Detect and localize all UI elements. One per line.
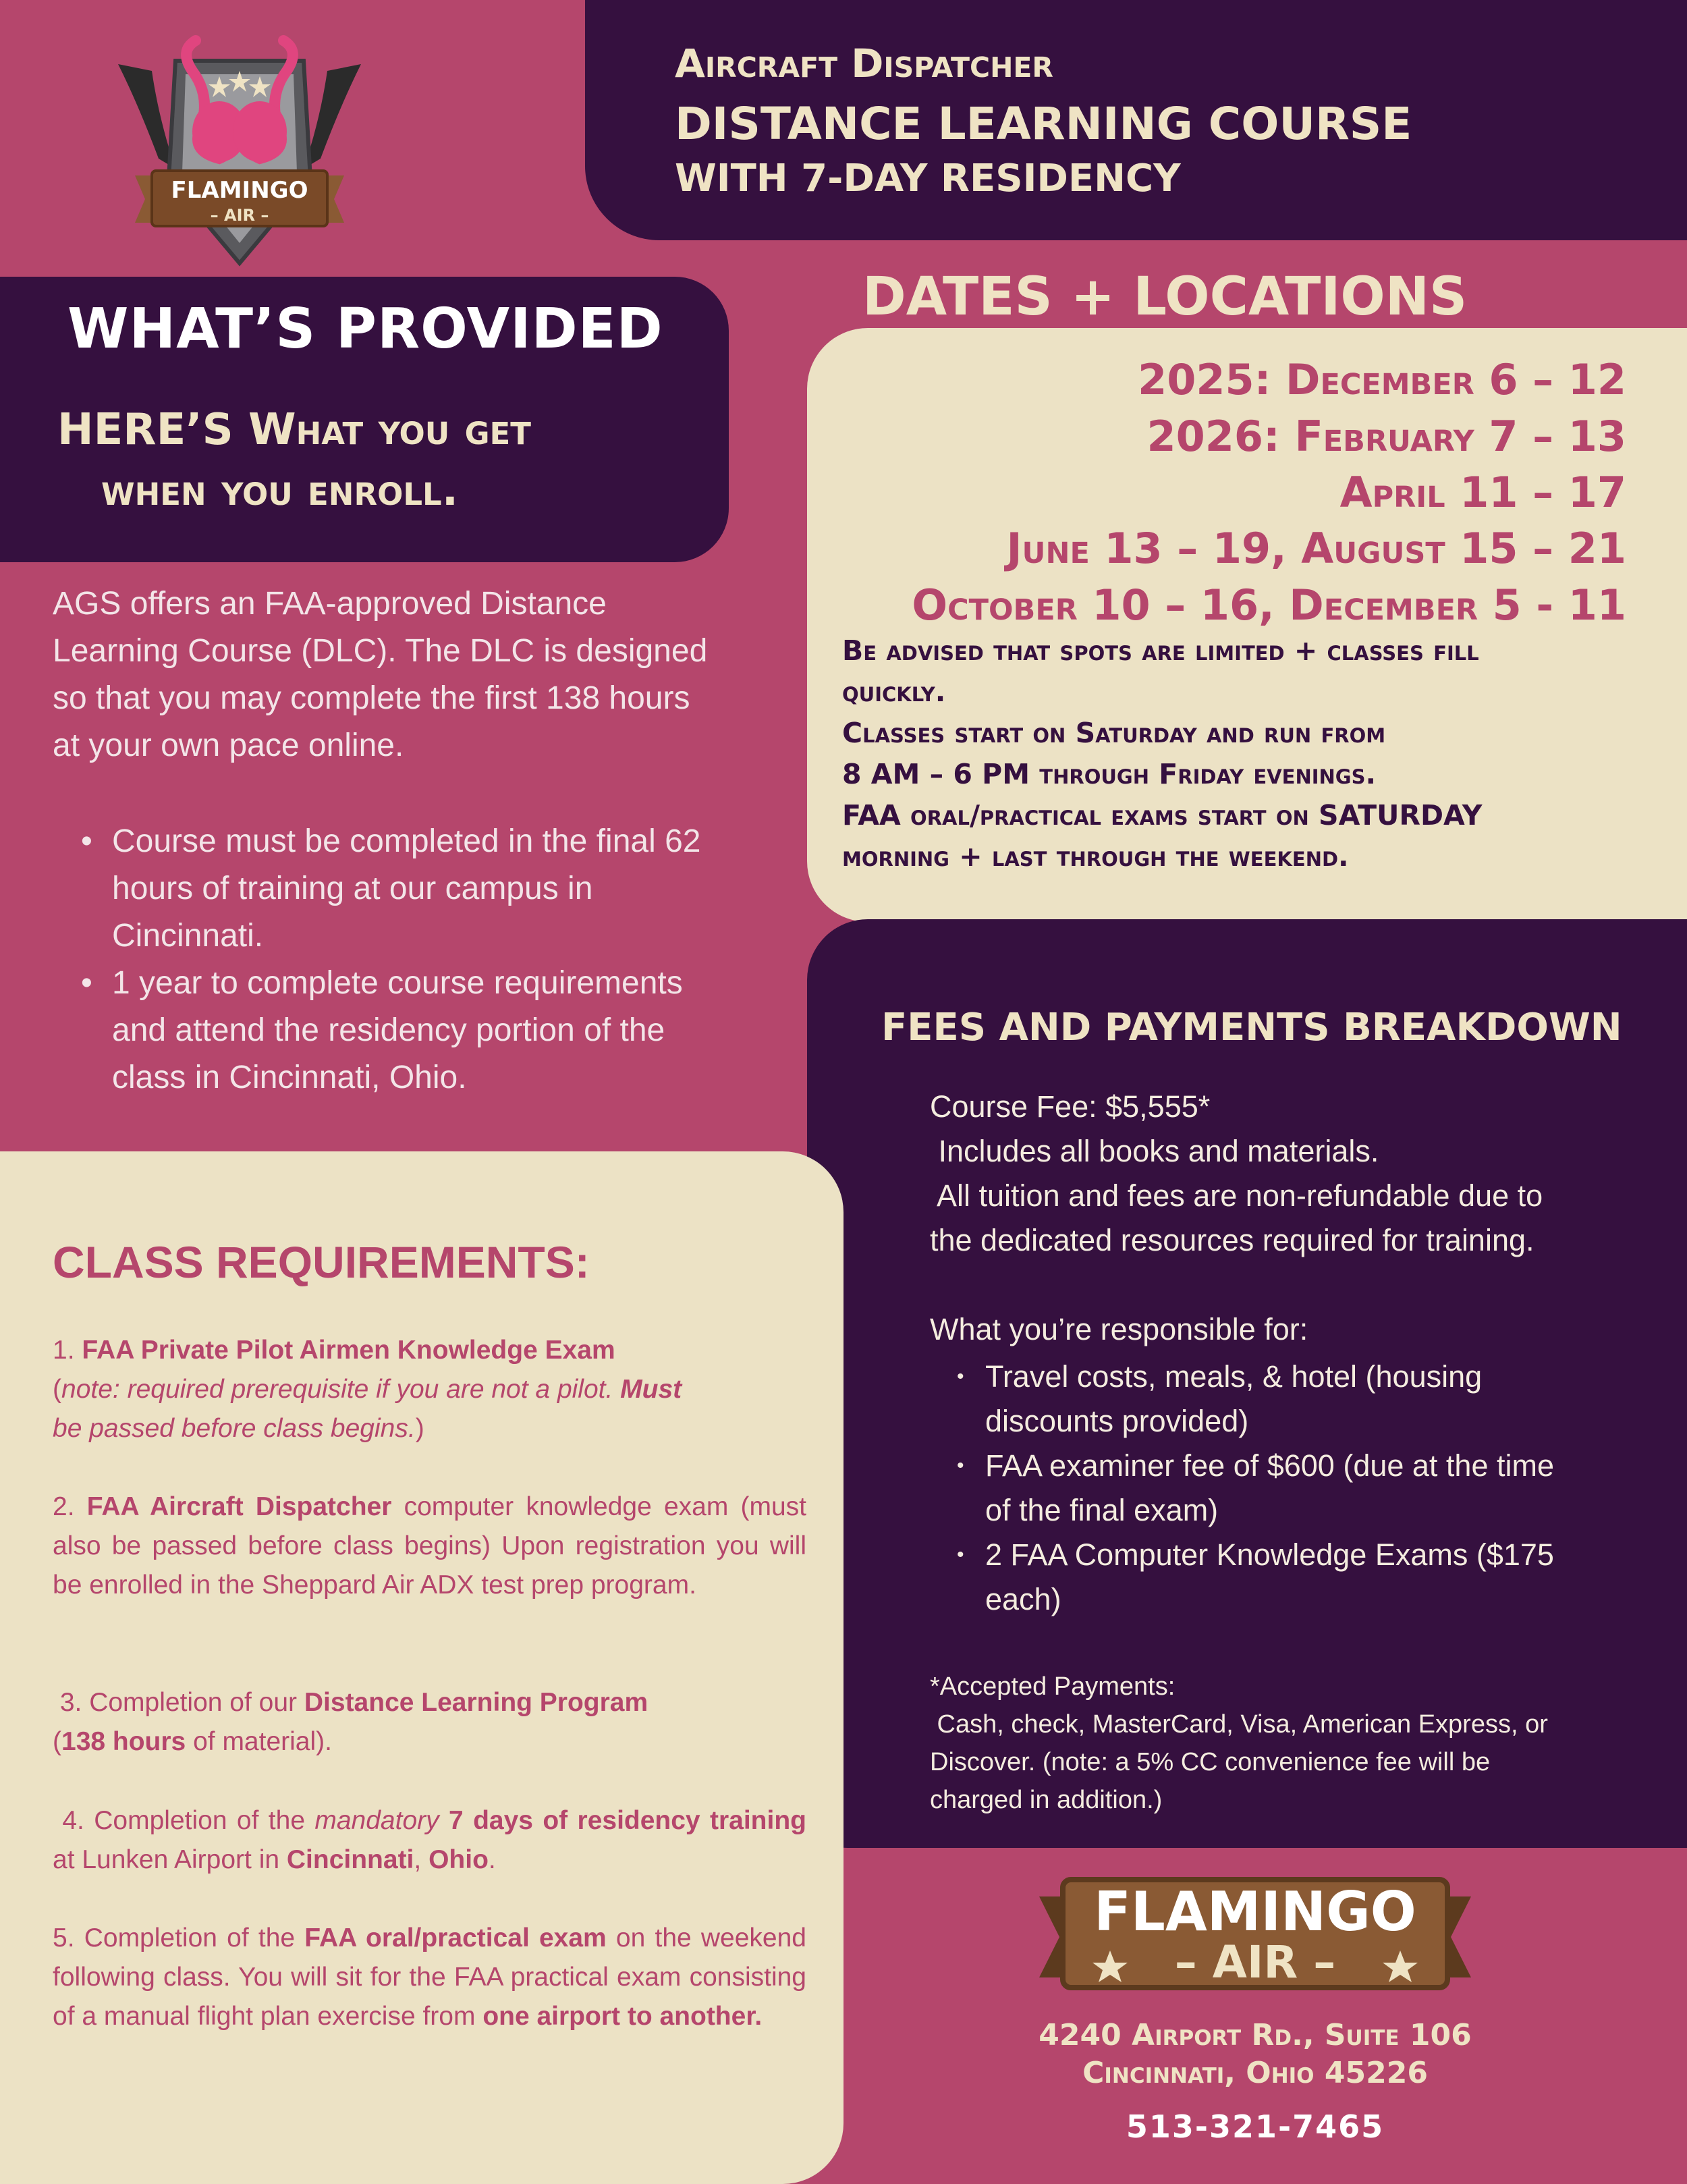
flamingo-air-banner-logo <box>1032 1869 1478 1998</box>
svg-text:– AIR –: – AIR – <box>1174 1936 1336 1988</box>
advisory-line: quickly. <box>842 676 946 708</box>
item-line: 2 FAA Computer Knowledge Exams ($175 <box>985 1537 1554 1572</box>
req-bold: FAA Aircraft Dispatcher <box>86 1492 392 1521</box>
req-note: note: required prerequisite if you are not a pilot. <box>61 1375 621 1404</box>
address-line-2: Cincinnati, Ohio 45226 <box>1082 2056 1428 2090</box>
req-bold: 7 days of residency training <box>449 1806 806 1835</box>
date-line: October 10 – 16, December 5 - 11 <box>912 580 1626 630</box>
address-line-1: 4240 Airport Rd., Suite 106 <box>1039 2018 1472 2052</box>
payments-line: *Accepted Payments: <box>930 1672 1176 1701</box>
date-line: June 13 – 19, August 15 – 21 <box>1006 524 1626 573</box>
requirements-title: CLASS REQUIREMENTS: <box>53 1237 590 1287</box>
req-text: ( <box>53 1375 61 1404</box>
bullet-line: Course must be completed in the final 62 <box>112 823 701 859</box>
fees-includes: Includes all books and materials. <box>930 1134 1379 1168</box>
item-line: each) <box>985 1582 1061 1616</box>
svg-text:FLAMINGO: FLAMINGO <box>171 177 308 204</box>
req-num: 1. <box>53 1336 82 1365</box>
req-text: of material). <box>186 1727 332 1756</box>
payments-line: charged in addition.) <box>930 1786 1163 1814</box>
req-text <box>439 1806 449 1835</box>
advisory-line: 8 AM – 6 PM through Friday evenings. <box>842 758 1377 790</box>
requirement-4 <box>53 1801 806 1880</box>
advisory-line: FAA oral/practical exams start on SATURDAY <box>842 799 1483 831</box>
req-note: mandatory <box>314 1806 439 1835</box>
svg-text:FLAMINGO: FLAMINGO <box>1094 1880 1416 1943</box>
date-line: April 11 – 17 <box>1339 468 1626 517</box>
responsible-heading: What you’re responsible for: <box>930 1312 1308 1346</box>
req-note: be passed before class begins. <box>53 1414 416 1443</box>
fees-refund: All tuition and fees are non-refundable due to <box>930 1178 1543 1213</box>
provided-subtitle-2: when you enroll. <box>101 466 459 516</box>
req-num: 2. <box>53 1492 87 1521</box>
req-bold: FAA oral/practical exam <box>304 1923 607 1953</box>
req-bold: Distance Learning Program <box>304 1688 648 1717</box>
bullet-line: and attend the residency portion of the <box>112 1012 665 1048</box>
fees-title: FEES AND PAYMENTS BREAKDOWN <box>881 1006 1622 1049</box>
responsible-item: • 2 FAA Computer Knowledge Exams ($175 each) <box>985 1533 1554 1622</box>
req-bold: FAA Private Pilot Airmen Knowledge Exam <box>82 1336 615 1365</box>
title-line-2: DISTANCE LEARNING COURSE <box>675 98 1412 150</box>
item-line: Travel costs, meals, & hotel (housing <box>985 1359 1483 1394</box>
intro-line: Learning Course (DLC). The DLC is designed <box>53 633 708 669</box>
req-text: ) <box>415 1414 424 1443</box>
responsible-item: • Travel costs, meals, & hotel (housing discounts provided) <box>985 1355 1554 1444</box>
dates-locations-title: DATES + LOCATIONS <box>862 267 1468 327</box>
svg-text:– AIR –: – AIR – <box>210 206 269 225</box>
req-bold: 138 hours <box>61 1727 186 1756</box>
fees-refund: the dedicated resources required for training. <box>930 1223 1534 1257</box>
advisory-line: Classes start on Saturday and run from <box>842 717 1386 749</box>
provided-bullets <box>81 818 701 1101</box>
responsible-list <box>957 1355 1555 1622</box>
provided-bullet: • Course must be completed in the final 62 hours of training at our campus in Cincinnati. <box>112 818 700 960</box>
req-bold: Cincinnati <box>286 1845 414 1874</box>
req-text: , <box>414 1845 429 1874</box>
req-num: 3. Completion of our <box>53 1688 304 1717</box>
provided-bullet: • 1 year to complete course requirements and attend the residency portion of the class in Cincinnati, Ohio. <box>112 960 700 1101</box>
title-line-3: WITH 7-DAY RESIDENCY <box>675 157 1181 200</box>
req-bold: one airport to another. <box>482 2002 763 2031</box>
provided-intro <box>53 580 707 769</box>
whats-provided-title: WHAT’S PROVIDED <box>67 297 663 361</box>
bullet-line: 1 year to complete course requirements <box>112 965 683 1001</box>
responsible-item: • FAA examiner fee of $600 (due at the time of the final exam) <box>985 1444 1554 1533</box>
intro-line: at your own pace online. <box>53 728 404 763</box>
req-text: on the weekend following class. You will sit for the FAA practical exam consisting of a manual flight plan exercise from <box>53 1923 807 2031</box>
advisory-line: morning + last through the weekend. <box>842 840 1349 873</box>
dates-panel <box>807 328 1687 922</box>
req-num: 5. Completion of the <box>53 1923 305 1953</box>
bullet-line: class in Cincinnati, Ohio. <box>112 1060 467 1095</box>
requirement-2 <box>53 1487 806 1605</box>
req-text: ( <box>53 1727 61 1756</box>
intro-line: so that you may complete the first 138 hours <box>53 680 690 716</box>
provided-subtitle-1: HERE’S What you get <box>57 405 531 455</box>
fees-details <box>930 1085 1543 1352</box>
req-bold: Must <box>620 1375 682 1404</box>
phone-number: 513-321-7465 <box>1126 2108 1385 2145</box>
intro-line: AGS offers an FAA-approved Distance <box>53 586 607 622</box>
date-line: 2026: February 7 – 13 <box>1146 412 1626 461</box>
item-line: discounts provided) <box>985 1404 1249 1438</box>
req-text: . <box>488 1845 496 1874</box>
requirement-3 <box>53 1683 806 1762</box>
bullet-line: Cincinnati. <box>112 918 264 954</box>
flamingo-air-logo <box>111 24 368 273</box>
payments-line: Cash, check, MasterCard, Visa, American Express, or <box>930 1710 1548 1739</box>
requirement-1 <box>53 1331 806 1448</box>
payments-line: Discover. (note: a 5% CC convenience fee will be <box>930 1748 1491 1776</box>
advisory-line: Be advised that spots are limited + classes fill <box>842 634 1479 667</box>
date-line: 2025: December 6 – 12 <box>1138 355 1626 404</box>
bullet-line: hours of training at our campus in <box>112 871 593 906</box>
req-num: 4. Completion of the <box>53 1806 315 1835</box>
req-text: at Lunken Airport in <box>53 1845 287 1874</box>
req-bold: Ohio <box>428 1845 489 1874</box>
item-line: of the final exam) <box>985 1493 1219 1527</box>
title-line-1: Aircraft Dispatcher <box>675 40 1053 86</box>
req-text: computer knowledge exam (must also be passed before class begins) Upon registration you will be enrolled in the Sheppard Air ADX test prep program. <box>53 1492 806 1600</box>
title-banner <box>585 0 1687 240</box>
accepted-payments <box>930 1668 1548 1819</box>
item-line: FAA examiner fee of $600 (due at the time <box>985 1448 1555 1483</box>
course-fee: Course Fee: $5,555* <box>930 1089 1211 1124</box>
requirement-5 <box>53 1919 806 2036</box>
